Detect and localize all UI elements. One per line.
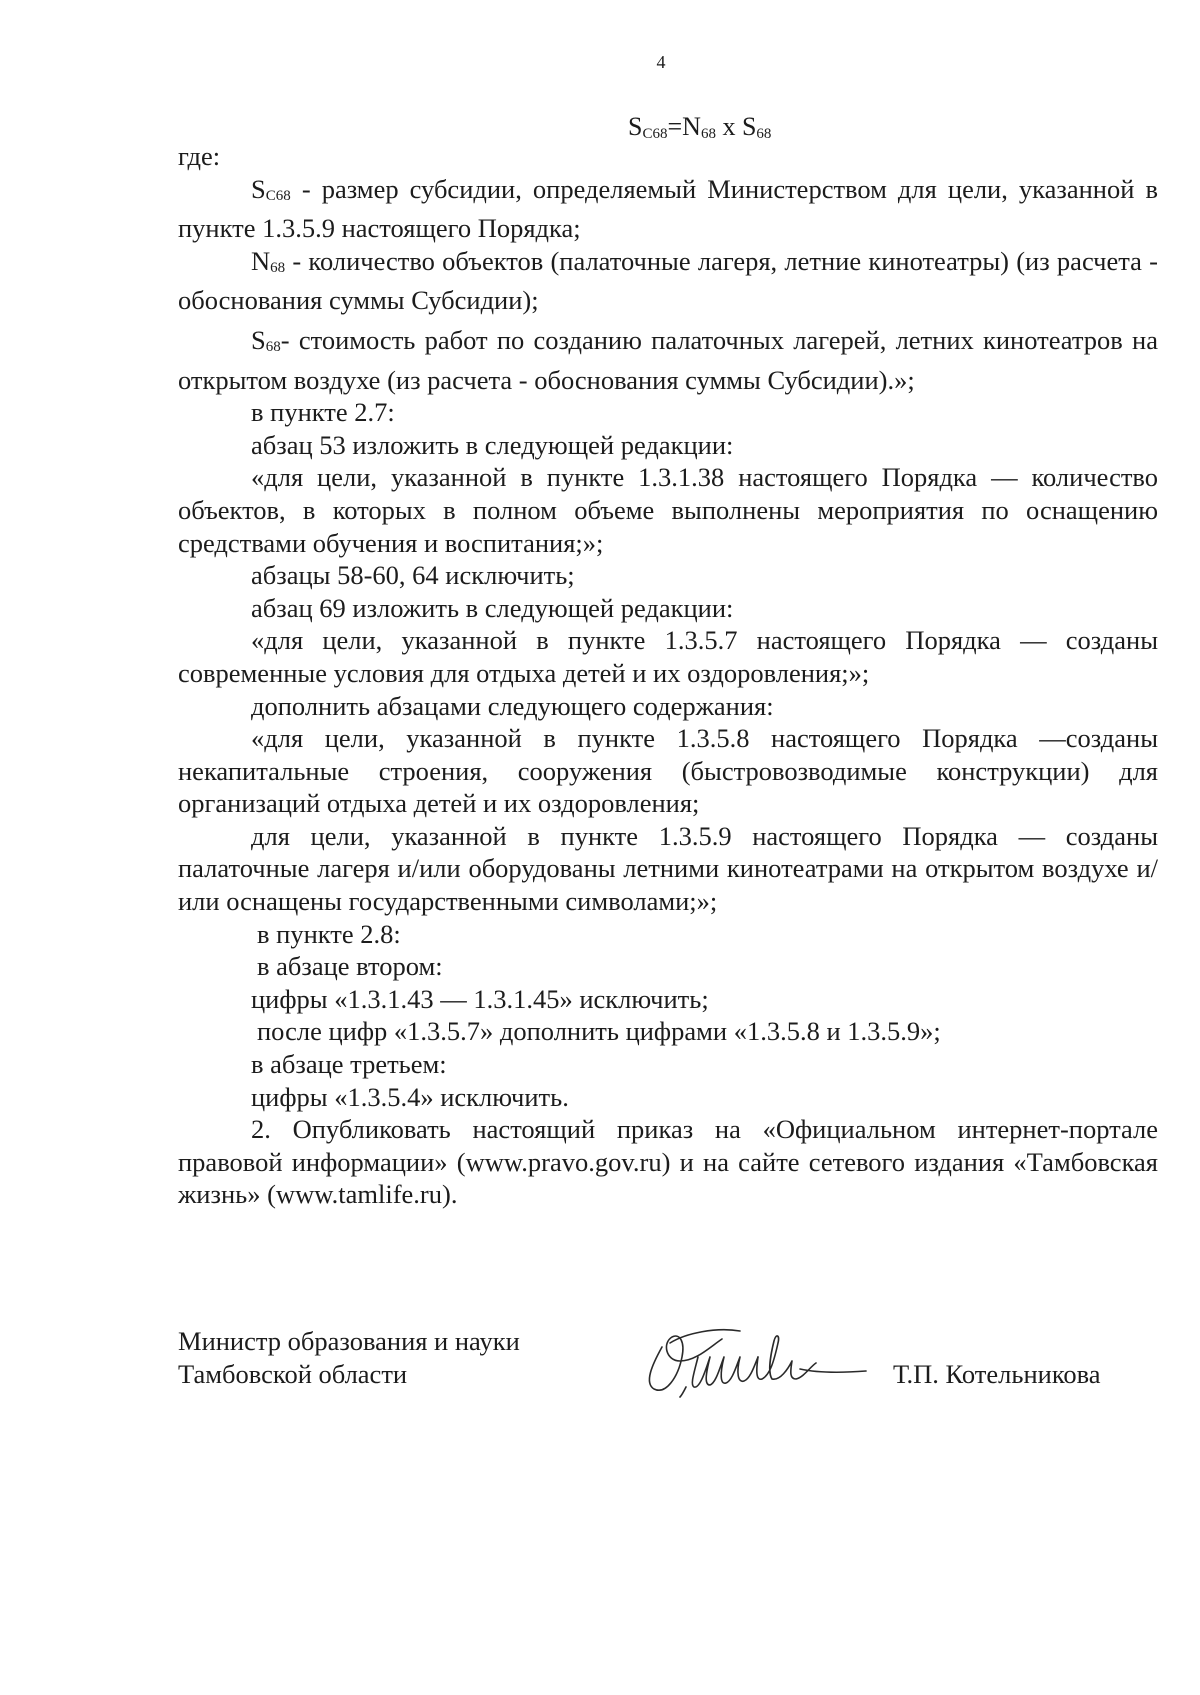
- s68-subscript: 68: [265, 338, 281, 355]
- signer-title-line-2: Тамбовской области: [178, 1359, 408, 1389]
- paragraph: «для цели, указанной в пункте 1.3.5.8 настоящего Порядка —созданы некапитальные строения, сооружения (быстровозводимые конструкции) для организаций отдыха детей и их оздоровления;: [178, 723, 1158, 819]
- signer-title: [178, 1325, 520, 1391]
- document-body: [178, 140, 1158, 1211]
- formula-equals: =: [667, 112, 683, 141]
- definition-sc68: [178, 173, 1158, 245]
- paragraph: в пункте 2.8:: [257, 918, 401, 949]
- formula-lhs-subscript: C68: [642, 126, 668, 142]
- formula-lhs: S: [628, 112, 643, 141]
- paragraph: «для цели, указанной в пункте 1.3.5.7 настоящего Порядка — созданы современные условия для отдыха детей и их оздоровления;»;: [178, 625, 1158, 688]
- paragraph: после цифр «1.3.5.7» дополнить цифрами «1.3.5.8 и 1.3.5.9»;: [257, 1016, 941, 1047]
- paragraph: цифры «1.3.1.43 — 1.3.1.45» исключить;: [251, 983, 709, 1014]
- paragraph: 2. Опубликовать настоящий приказ на «Официальном интернет-портале правовой информации» (www.pravo.gov.ru) и на сайте сетевого издания «Тамбовская жизнь» (www.tamlife.ru).: [178, 1114, 1158, 1210]
- where-label: где:: [178, 141, 221, 171]
- n68-symbol: N: [251, 245, 271, 276]
- paragraph: абзацы 58-60, 64 исключить;: [251, 560, 575, 591]
- sc68-text: - размер субсидии, определяемый Министерством для цели, указанной в пункте 1.3.5.9 настоящего Порядка;: [178, 173, 1158, 244]
- signer-title-line-1: Министр образования и науки: [178, 1326, 520, 1356]
- signer-name: Т.П. Котельникова: [893, 1359, 1101, 1389]
- paragraph: в абзаце третьем:: [251, 1049, 447, 1080]
- subsidy-formula: [628, 112, 771, 143]
- n68-subscript: 68: [270, 259, 286, 276]
- signature-block: [178, 1325, 1178, 1415]
- page-number: 4: [656, 52, 666, 72]
- paragraph: абзац 69 изложить в следующей редакции:: [251, 592, 734, 623]
- paragraph: «для цели, указанной в пункте 1.3.1.38 настоящего Порядка — количество объектов, в которых в полном объеме выполнены мероприятия по оснащению средствами обучения и воспитания;»;: [178, 462, 1158, 558]
- handwritten-signature: [640, 1317, 870, 1399]
- s68-text: - стоимость работ по созданию палаточных лагерей, летних кинотеатров на открытом воздухе (из расчета - обоснования суммы Субсидии).»;: [178, 324, 1158, 395]
- definition-n68: [178, 245, 1158, 317]
- formula-operator: x: [715, 112, 742, 141]
- formula-s-subscript: 68: [756, 126, 772, 142]
- sc68-subscript: C68: [265, 187, 291, 204]
- paragraph: цифры «1.3.5.4» исключить.: [251, 1081, 569, 1112]
- sc68-symbol: S: [251, 173, 266, 204]
- s68-symbol: S: [251, 324, 266, 355]
- paragraph: абзац 53 изложить в следующей редакции:: [251, 429, 734, 460]
- paragraph: для цели, указанной в пункте 1.3.5.9 настоящего Порядка — созданы палаточные лагеря и/или оборудованы летними кинотеатрами на открытом воздухе и/или оснащены государственными символами;»;: [178, 820, 1158, 917]
- formula-n: N: [682, 112, 701, 141]
- paragraph: в пункте 2.7:: [251, 397, 395, 428]
- definition-s68: [178, 324, 1158, 396]
- n68-text: - количество объектов (палаточные лагеря, летние кинотеатры) (из расчета - обоснования суммы Субсидии);: [178, 245, 1158, 316]
- formula-s: S: [741, 112, 757, 141]
- paragraph: дополнить абзацами следующего содержания:: [251, 690, 774, 721]
- formula-n-subscript: 68: [700, 126, 716, 142]
- paragraph: в абзаце втором:: [257, 951, 443, 982]
